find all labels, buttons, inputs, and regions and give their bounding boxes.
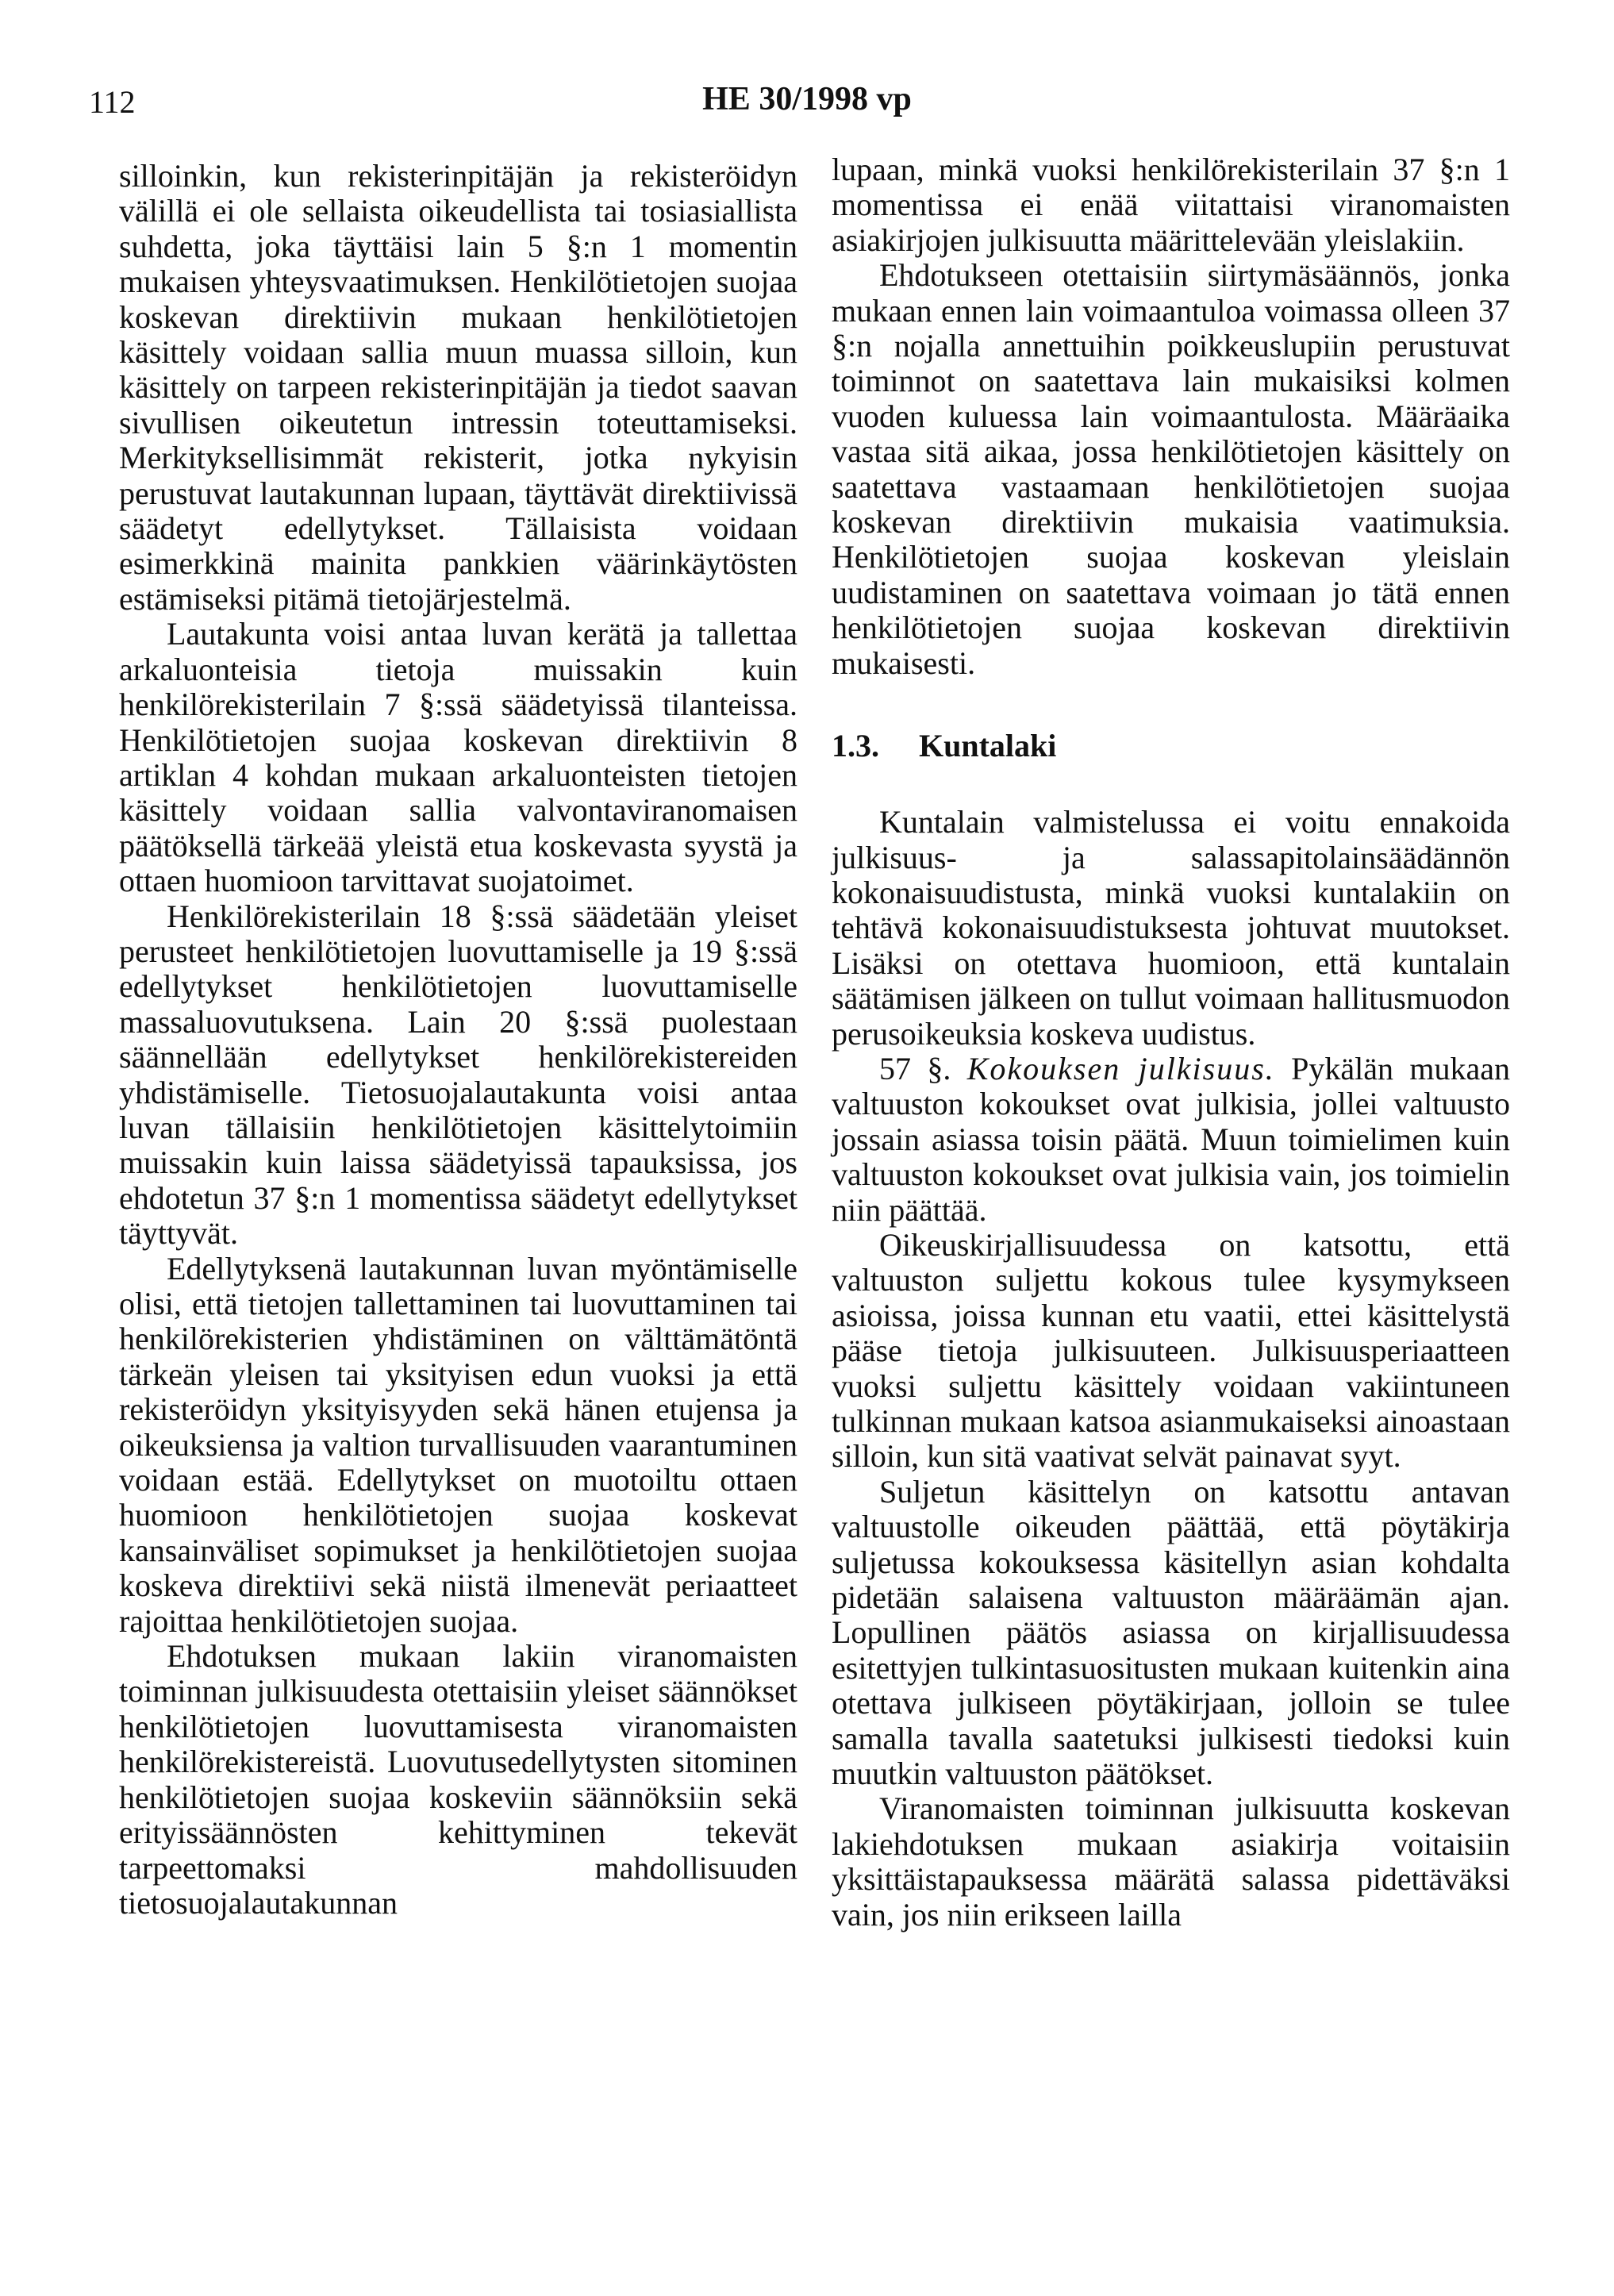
- paragraph: [832, 1052, 1510, 1228]
- section-title: Kuntalaki: [919, 728, 1057, 764]
- section-number: 1.3.: [832, 728, 879, 764]
- left-column: [119, 159, 797, 1921]
- page-number: 112: [89, 84, 136, 120]
- paragraph: Ehdotuksen mukaan lakiin viranomaisten toiminnan julkisuudesta otettaisiin yleiset säännökset henkilötietojen luovuttamisesta viranomaisten henkilörekistereistä. Luovutusedellytysten sitominen henkilötietojen suojaa koskeviin säännöksiin sekä erityissäännösten kehittyminen tekevät tarpeettomaksi mahdollisuuden tietosuojalautakunnan: [119, 1638, 797, 1921]
- paragraph: Edellytyksenä lautakunnan luvan myöntämiselle olisi, että tietojen tallettaminen tai luovuttaminen tai henkilörekisterien yhdistäminen on välttämätöntä tärkeän yleisen tai yksityisen edun vuoksi ja että rekisteröidyn yksityisyyden sekä hänen etujensa ja oikeuksiensa ja valtion turvallisuuden vaarantuminen voidaan estää. Edellytykset on muotoiltu ottaen huomioon henkilötietojen suojaa koskevat kansainväliset sopimukset ja henkilötietojen suojaa koskeva direktiivi sekä niistä ilmenevät periaatteet rajoittaa henkilötietojen suojaa.: [119, 1250, 797, 1639]
- paragraph: silloinkin, kun rekisterinpitäjän ja rekisteröidyn välillä ei ole sellaista oikeudellista tai tosiasiallista suhdetta, joka täyttäisi lain 5 §:n 1 momentin mukaisen yhteysvaatimuksen. Henkilötietojen suojaa koskevan direktiivin mukaan henkilötietojen käsittely voidaan sallia muun muassa silloin, kun käsittely on tarpeen rekisterinpitäjän ja tiedot saavan sivullisen oikeutetun intressin toteuttamiseksi. Merkityksellisimmät rekisterit, jotka nykyisin perustuvat lautakunnan lupaan, täyttävät direktiivissä säädetyt edellytykset. Tällaisista voidaan esimerkkinä mainita pankkien väärinkäytösten estämiseksi pitämä tietojärjestelmä.: [119, 158, 797, 617]
- paragraph: Ehdotukseen otettaisiin siirtymäsäännös, jonka mukaan ennen lain voimaantuloa voimassa olleen 37 §:n nojalla annettuihin poikkeuslupiin perustuvat toiminnot on saatettava lain mukaisiksi kolmen vuoden kuluessa lain voimaantulosta. Määräaika vastaa sitä aikaa, jossa henkilötietojen käsittely on saatettava vastaamaan henkilötietojen suojaa koskevan direktiivin mukaisia vaatimuksia. Henkilötietojen suojaa koskevan yleislain uudistaminen on saatettava voimaan jo tätä ennen henkilötietojen suojaa koskevan direktiivin mukaisesti.: [832, 257, 1510, 681]
- paragraph: Oikeuskirjallisuudessa on katsottu, että valtuuston suljettu kokous tulee kysymykseen asioissa, joissa kunnan etu vaatii, ettei käsittelystä pääse tietoja julkisuuteen. Julkisuusperiaatteen vuoksi suljettu käsittely voidaan vakiintuneen tulkinnan mukaan katsoa asianmukaiseksi ainoastaan silloin, kun sitä vaativat selvät painavat syyt.: [832, 1226, 1510, 1475]
- right-column: [832, 152, 1510, 1933]
- paragraph: Henkilörekisterilain 18 §:ssä säädetään yleiset perusteet henkilötietojen luovuttamiselle ja 19 §:ssä edellytykset henkilötietojen luovuttamiselle massaluovutuksena. Lain 20 §:ssä puolestaan säännellään edellytykset henkilörekistereiden yhdistämiselle. Tietosuojalautakunta voisi antaa luvan tällaisiin henkilötietojen käsittelytoimiin muissakin kuin laissa säädetyissä tapauksissa, jos ehdotetun 37 §:n 1 momentissa säädetyt edellytykset täyttyvät.: [119, 898, 797, 1252]
- paragraph: Kuntalain valmistelussa ei voitu ennakoida julkisuus- ja salassapitolainsäädännön kokonaisuudistusta, minkä vuoksi kuntalakiin on tehtävä kokonaisuudistuksesta johtuvat muutokset. Lisäksi on otettava huomioon, että kuntalain säätämisen jälkeen on tullut voimaan hallitusmuodon perusoikeuksia koskeva uudistus.: [832, 804, 1510, 1052]
- running-head: HE 30/1998 vp: [702, 81, 912, 117]
- paragraph: Viranomaisten toiminnan julkisuutta koskevan lakiehdotuksen mukaan asiakirja voitaisiin yksittäistapauksessa määrätä salassa pidettäväksi vain, jos niin erikseen lailla: [832, 1790, 1510, 1933]
- paragraph: Lautakunta voisi antaa luvan kerätä ja tallettaa arkaluonteisia tietoja muissakin kuin henkilörekisterilain 7 §:ssä säädetyissä tilanteissa. Henkilötietojen suojaa koskevan direktiivin 8 artiklan 4 kohdan mukaan arkaluonteisten tietojen käsittely voidaan sallia valvontaviranomaisen päätöksellä tärkeää yleistä etua koskevasta syystä ja ottaen huomioon tarvittavat suojatoimet.: [119, 616, 797, 899]
- paragraph-body: Pykälän mukaan valtuuston kokoukset ovat julkisia, jollei valtuusto jossain asiassa toisin päätä. Muun toimielimen kuin valtuuston kokoukset ovat julkisia vain, jos toimielin niin päättää.: [832, 1050, 1511, 1228]
- section-heading: [832, 729, 1510, 763]
- section-ref: 57 §.: [879, 1050, 951, 1086]
- paragraph: lupaan, minkä vuoksi henkilörekisterilain 37 §:n 1 momentissa ei enää viitattaisi viranomaisten asiakirjojen julkisuutta määrittelevään yleislakiin.: [832, 152, 1510, 258]
- paragraph-lead-in: Kokouksen julkisuus.: [966, 1050, 1275, 1086]
- paragraph: Suljetun käsittelyn on katsottu antavan valtuustolle oikeuden päättää, että pöytäkirja suljetussa kokouksessa käsitellyn asian kohdalta pidetään salaisena valtuuston määräämän ajan. Lopullinen päätös asiassa on kirjallisuudessa esitettyjen tulkintasuositusten mukaan kuitenkin aina otettava julkiseen pöytäkirjaan, jolloin se tulee samalla tavalla saatetuksi julkisesti tiedoksi kuin muutkin valtuuston päätökset.: [832, 1473, 1510, 1792]
